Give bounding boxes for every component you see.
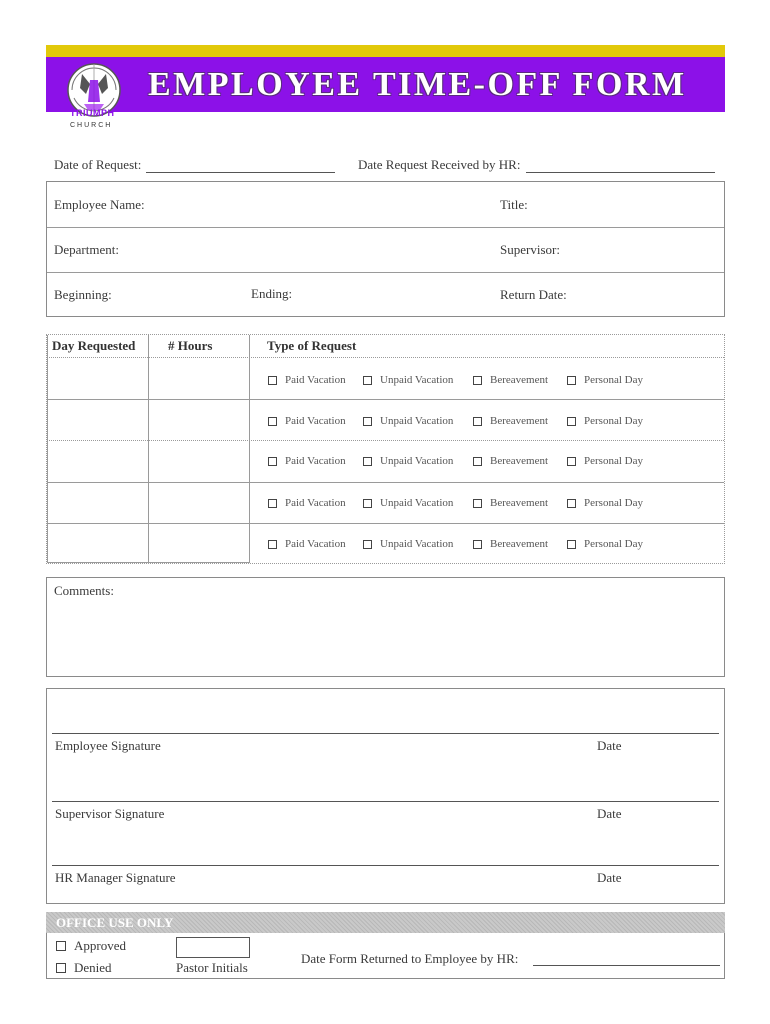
paid-vacation-checkbox[interactable]: Paid Vacation <box>268 415 346 427</box>
employee-name-field[interactable]: Employee Name: <box>54 197 145 212</box>
return-date-field[interactable]: Return Date: <box>500 287 567 302</box>
date-of-request-field[interactable] <box>146 172 335 173</box>
approved-checkbox[interactable]: Approved <box>56 938 126 954</box>
unpaid-vacation-checkbox[interactable]: Unpaid Vacation <box>363 415 453 427</box>
checkbox-icon <box>363 499 372 508</box>
unpaid-vacation-checkbox[interactable]: Unpaid Vacation <box>363 455 453 467</box>
date-received-hr-field[interactable] <box>526 172 715 173</box>
supervisor-field[interactable]: Supervisor: <box>500 242 560 257</box>
supervisor-signature-line[interactable] <box>52 801 719 802</box>
pastor-initials-box[interactable] <box>176 937 250 958</box>
row-divider <box>47 399 724 400</box>
checkbox-icon <box>268 417 277 426</box>
personal-day-checkbox[interactable]: Personal Day <box>567 374 643 386</box>
date-received-hr-label: Date Request Received by HR: <box>358 157 521 172</box>
bereavement-checkbox[interactable]: Bereavement <box>473 455 548 467</box>
date-returned-field[interactable] <box>533 965 720 966</box>
bereavement-checkbox[interactable]: Bereavement <box>473 497 548 509</box>
row-divider <box>47 482 724 483</box>
checkbox-icon <box>473 457 482 466</box>
beginning-field[interactable]: Beginning: <box>54 287 112 302</box>
header-accent-bar <box>46 45 725 57</box>
comments-label: Comments: <box>54 583 114 598</box>
office-use-header: OFFICE USE ONLY <box>56 915 174 930</box>
bereavement-checkbox[interactable]: Bereavement <box>473 374 548 386</box>
checkbox-icon <box>363 376 372 385</box>
divider <box>47 272 724 273</box>
divider <box>47 227 724 228</box>
row-divider <box>47 440 724 441</box>
row-divider <box>47 523 724 524</box>
unpaid-vacation-checkbox[interactable]: Unpaid Vacation <box>363 538 453 550</box>
hr-manager-signature-label: HR Manager Signature <box>55 870 176 885</box>
bereavement-checkbox[interactable]: Bereavement <box>473 415 548 427</box>
title-field[interactable]: Title: <box>500 197 528 212</box>
unpaid-vacation-checkbox[interactable]: Unpaid Vacation <box>363 374 453 386</box>
checkbox-icon <box>473 376 482 385</box>
checkbox-icon <box>56 963 66 973</box>
type-of-request-header: Type of Request <box>267 338 357 353</box>
checkbox-icon <box>363 457 372 466</box>
checkbox-icon <box>473 417 482 426</box>
supervisor-signature-label: Supervisor Signature <box>55 806 165 821</box>
checkbox-icon <box>268 376 277 385</box>
personal-day-checkbox[interactable]: Personal Day <box>567 415 643 427</box>
paid-vacation-checkbox[interactable]: Paid Vacation <box>268 497 346 509</box>
checkbox-icon <box>473 540 482 549</box>
comments-box[interactable] <box>46 577 725 677</box>
hr-manager-date-label: Date <box>597 870 622 885</box>
checkbox-icon <box>473 499 482 508</box>
hours-header: # Hours <box>168 338 213 353</box>
personal-day-checkbox[interactable]: Personal Day <box>567 497 643 509</box>
checkbox-icon <box>268 457 277 466</box>
checkbox-icon <box>567 376 576 385</box>
personal-day-checkbox[interactable]: Personal Day <box>567 455 643 467</box>
logo-subtext: CHURCH <box>70 122 113 129</box>
checkbox-icon <box>567 417 576 426</box>
request-table <box>46 334 725 564</box>
supervisor-date-label: Date <box>597 806 622 821</box>
employee-signature-line[interactable] <box>52 733 719 734</box>
checkbox-icon <box>363 540 372 549</box>
form-title: EMPLOYEE TIME-OFF FORM <box>148 66 687 103</box>
checkbox-icon <box>567 540 576 549</box>
pastor-initials-label: Pastor Initials <box>176 960 248 975</box>
hr-manager-signature-line[interactable] <box>52 865 719 866</box>
denied-checkbox[interactable]: Denied <box>56 960 112 976</box>
church-logo <box>64 60 124 130</box>
department-field[interactable]: Department: <box>54 242 119 257</box>
date-of-request-label: Date of Request: <box>54 157 142 172</box>
employee-info-box <box>46 181 725 317</box>
paid-vacation-checkbox[interactable]: Paid Vacation <box>268 455 346 467</box>
header-divider <box>47 357 724 358</box>
column-divider <box>148 335 149 563</box>
bereavement-checkbox[interactable]: Bereavement <box>473 538 548 550</box>
checkbox-icon <box>363 417 372 426</box>
employee-signature-label: Employee Signature <box>55 738 161 753</box>
checkbox-icon <box>567 457 576 466</box>
checkbox-icon <box>56 941 66 951</box>
checkbox-icon <box>268 540 277 549</box>
unpaid-vacation-checkbox[interactable]: Unpaid Vacation <box>363 497 453 509</box>
logo-wordmark: TRIUMPH <box>70 108 115 118</box>
day-requested-header: Day Requested <box>52 338 136 353</box>
employee-date-label: Date <box>597 738 622 753</box>
paid-vacation-checkbox[interactable]: Paid Vacation <box>268 374 346 386</box>
checkbox-icon <box>567 499 576 508</box>
personal-day-checkbox[interactable]: Personal Day <box>567 538 643 550</box>
date-returned-label: Date Form Returned to Employee by HR: <box>301 951 519 966</box>
paid-vacation-checkbox[interactable]: Paid Vacation <box>268 538 346 550</box>
checkbox-icon <box>268 499 277 508</box>
ending-field[interactable]: Ending: <box>251 286 293 301</box>
